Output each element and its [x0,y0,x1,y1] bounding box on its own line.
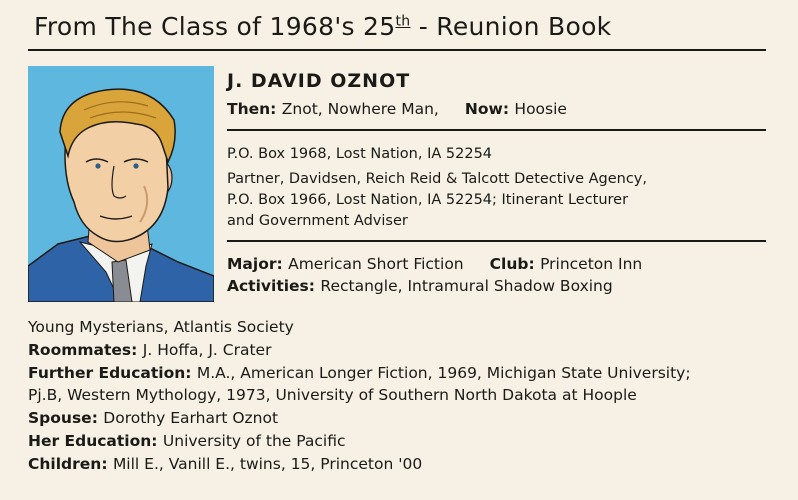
address-line-2: Partner, Davidsen, Reich Reid & Talcott Detective Agency, [227,171,647,187]
section-rule-1 [227,129,766,131]
portrait-image [28,66,214,302]
spouse-colon: : [91,409,104,427]
alumnus-name: J. DAVID OZNOT [227,70,411,92]
then-label: Then [227,100,271,118]
spouse-label: Spouse [28,409,92,427]
spouse-line [28,409,278,427]
title-superscript: th [395,13,411,30]
then-colon: : [270,100,282,118]
her-education-line [28,432,346,450]
now-label: Now [464,100,503,118]
her-education-label: Her Education [28,432,152,450]
activities-continued: Young Mysterians, Atlantis Society [28,318,294,336]
section-rule-2 [227,240,766,242]
spouse-value: Dorothy Earhart Oznot [103,409,279,427]
now-value: Hoosie [514,100,567,118]
roommates-value: J. Hoffa, J. Crater [142,341,272,359]
then-value: Znot, Nowhere Man, [281,100,439,118]
roommates-label: Roommates [28,341,132,359]
further-education-colon: : [185,364,197,382]
major-value: American Short Fiction [288,255,464,273]
club-label: Club [489,255,529,273]
children-value: Mill E., Vanill E., twins, 15, Princeton '00 [112,455,423,473]
club-colon: : [528,255,541,273]
roommates-colon: : [131,341,143,359]
children-colon: : [101,455,113,473]
title-main: From The Class of 1968's 25 [34,12,396,41]
children-line [28,455,422,473]
major-club-line [227,255,642,273]
page-title [34,12,611,41]
then-now-line [227,100,567,118]
roommates-line [28,341,271,359]
further-education-label: Further Education [28,364,186,382]
activities-label: Activities [227,277,309,295]
activities-value: Rectangle, Intramural Shadow Boxing [320,277,613,295]
her-education-value: University of the Pacific [162,432,346,450]
title-tail: - Reunion Book [410,12,612,41]
further-education-continued: Pj.B, Western Mythology, 1973, University of Southern North Dakota at Hoople [28,386,637,404]
club-value: Princeton Inn [540,255,643,273]
major-colon: : [276,255,289,273]
activities-colon: : [308,277,321,295]
major-label: Major [227,255,277,273]
address-line-4: and Government Adviser [227,213,408,229]
her-education-colon: : [151,432,163,450]
header-rule [28,49,766,51]
children-label: Children [28,455,102,473]
further-education-value: M.A., American Longer Fiction, 1969, Michigan State University; [196,364,691,382]
address-line-1: P.O. Box 1968, Lost Nation, IA 52254 [227,146,493,162]
activities-line [227,277,613,295]
now-colon: : [502,100,515,118]
further-education-line [28,364,691,382]
address-line-3: P.O. Box 1966, Lost Nation, IA 52254; Itinerant Lecturer [227,192,629,208]
